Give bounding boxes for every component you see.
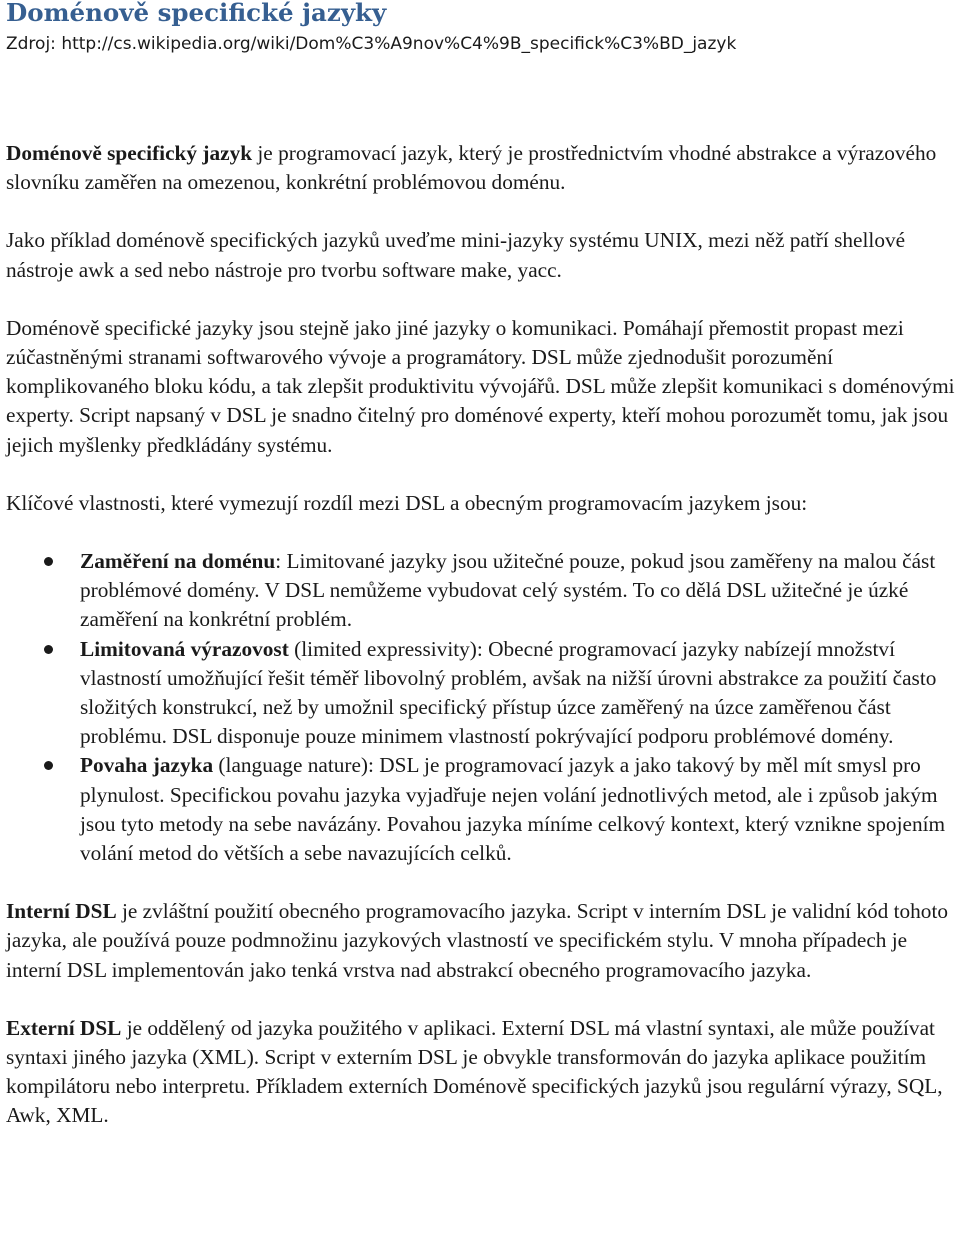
list-item xyxy=(6,751,958,868)
list-item-text: : Limitované jazyky jsou užitečné pouze, pokud jsou zaměřeny na malou část problémové domény. V DSL nemůžeme vybudovat celý systém. To co dělá DSL užitečné je úzké zaměření na konkrétní problém. xyxy=(80,549,936,632)
paragraph-internal-dsl xyxy=(6,897,958,985)
source-url: http://cs.wikipedia.org/wiki/Dom%C3%A9nov%C4%9B_specifick%C3%BD_jazyk xyxy=(61,34,737,54)
internal-dsl-text: je zvláštní použití obecného programovacího jazyka. Script v interním DSL je validní kód tohoto jazyka, ale používá pouze podmnožinu jazykových vlastností ve specifickém stylu. V mnoha případech je interní DSL implementován jako tenká vrstva nad abstrakcí obecného programovacího jazyka. xyxy=(6,899,949,982)
list-item xyxy=(6,547,958,635)
term-dsl: Doménově specifický jazyk xyxy=(6,141,253,165)
external-dsl-text: je oddělený od jazyka použitého v aplikaci. Externí DSL má vlastní syntaxi, ale může používat syntaxi jiného jazyka (XML). Script v externím DSL je obvykle transformován do jazyka aplikace použitím kompilátoru nebo interpretu. Příkladem externích Doménově specifických jazyků jsou regulární výrazy, SQL, Awk, XML. xyxy=(6,1015,943,1128)
bullet-icon xyxy=(44,761,53,770)
source-label: Zdroj: xyxy=(6,34,56,54)
bullet-icon xyxy=(44,557,53,566)
list-item-term: Zaměření na doménu xyxy=(80,549,276,574)
document-body xyxy=(6,139,958,1131)
list-item-term: Limitovaná výrazovost xyxy=(80,636,289,661)
paragraph-external-dsl xyxy=(6,1014,958,1131)
definition-text: je programovací jazyk, který je prostřednictvím vhodné abstrakce a výrazového slovníku zaměřen na omezenou, konkrétní problémovou doménu. xyxy=(6,141,937,195)
term-external-dsl: Externí DSL xyxy=(6,1015,122,1040)
paragraph-key-properties: Klíčové vlastnosti, které vymezují rozdíl mezi DSL a obecným programovacím jazykem jsou: xyxy=(6,490,808,515)
list-item-text: (language nature): DSL je programovací jazyk a jako takový by měl mít smysl pro plynulost. Specifickou povahu jazyka vyjadřuje nejen volání jednotlivých metod, ale i způsob jakým jsou tyto metody na sebe navázány. Povahou jazyka míníme celkový kontext, který vznikne spojením volání metod do větších a sebe navazujících celků. xyxy=(80,753,946,866)
bullet-icon xyxy=(44,645,53,654)
source-line xyxy=(6,34,736,54)
list-item-text: (limited expressivity): Obecné programovací jazyky nabízejí množství vlastností umožňující řešit téměř libovolný problém, avšak na nižší úrovni abstrakce za použití často složitých konstrukcí, než by umožnil specifický přístup úzce zaměřený na úzce zaměřenou část problému. DSL disponuje pouze minimem vlastností pokrývající podporu problémové domény. xyxy=(80,636,937,749)
paragraph-communication: Doménově specifické jazyky jsou stejně jako jiné jazyky o komunikaci. Pomáhají přemostit propast mezi zúčastněnými stranami softwarového vývoje a programátory. DSL může zjednodušit porozumění komplikovaného bloku kódu, a tak zlepšit produktivitu vývojářů. DSL může zlepšit komunikaci s doménovými experty. Script napsaný v DSL je snadno čitelný pro doménové experty, kteří mohou porozumět tomu, jak jsou jejich myšlenky předkládány systému. xyxy=(6,315,955,457)
paragraph-unix-example: Jako příklad doménově specifických jazyků uveďme mini-jazyky systému UNIX, mezi něž patří shellové nástroje awk a sed nebo nástroje pro tvorbu software make, yacc. xyxy=(6,228,906,282)
page-title: Doménově specifické jazyky xyxy=(6,0,387,27)
paragraph-definition xyxy=(6,139,958,197)
term-internal-dsl: Interní DSL xyxy=(6,899,117,924)
list-item-term: Povaha jazyka xyxy=(80,753,214,778)
list-item xyxy=(6,635,958,752)
key-properties-list xyxy=(6,547,958,868)
